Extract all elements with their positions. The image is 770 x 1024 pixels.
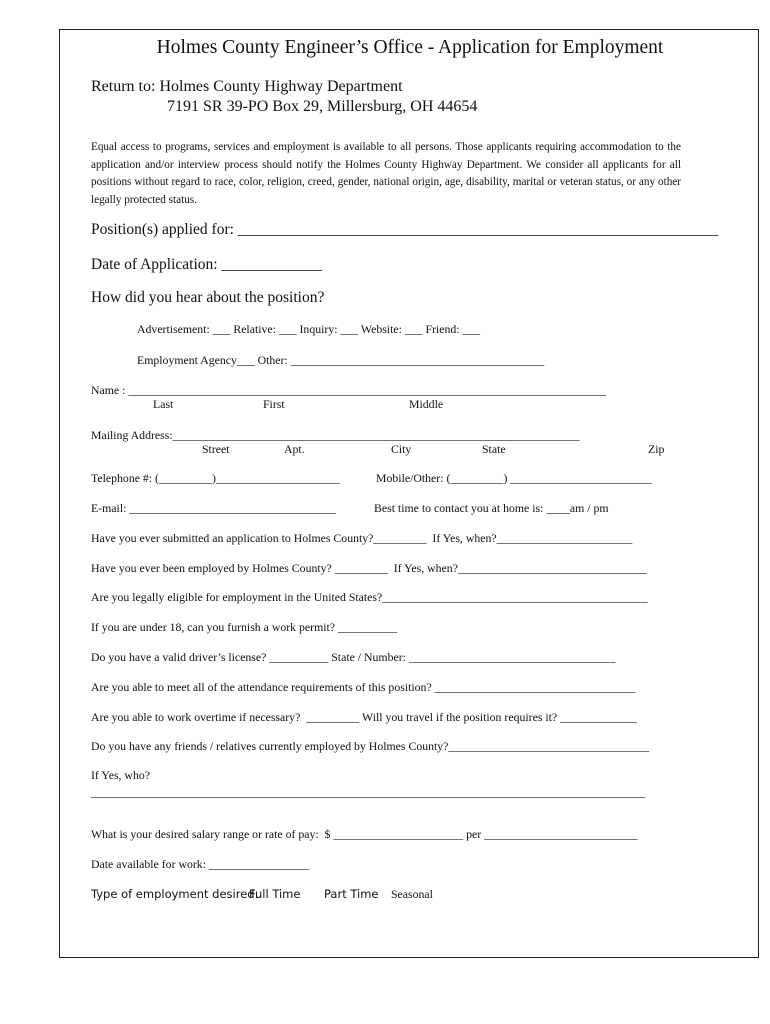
sources-line-1[interactable]: Advertisement: ___ Relative: ___ Inquiry: ___ Website: ___ Friend: ___	[137, 322, 481, 336]
employment-type-label: Type of employment desired:	[91, 887, 259, 901]
email-field[interactable]: E-mail: ___________________________________	[91, 501, 336, 515]
sources-line-2[interactable]: Employment Agency___ Other: ___________________________________________	[137, 353, 545, 367]
mailing-city-label: City	[391, 442, 412, 456]
form-title: Holmes County Engineer’s Office - Application for Employment	[156, 37, 664, 58]
eligible-question[interactable]: Are you legally eligible for employment in the United States?_____________________________________________	[91, 590, 648, 604]
salary-field[interactable]: What is your desired salary range or rate of pay: $ ______________________ per __________________________	[91, 827, 638, 841]
employed-question[interactable]: Have you ever been employed by Holmes County? _________ If Yes, when?________________________________	[91, 561, 647, 575]
return-to-address: 7191 SR 39-PO Box 29, Millersburg, OH 44654	[167, 98, 478, 115]
submitted-application-question[interactable]: Have you ever submitted an application to Holmes County?_________ If Yes, when?_______________________	[91, 531, 633, 545]
if-yes-who-label: If Yes, who?	[91, 768, 150, 782]
name-first-label: First	[263, 397, 285, 411]
mobile-field[interactable]: Mobile/Other: (_________) ________________________	[376, 471, 652, 485]
seasonal-option[interactable]: Seasonal	[391, 887, 433, 901]
best-time-field[interactable]: Best time to contact you at home is: ____am / pm	[374, 501, 609, 515]
overtime-travel-question[interactable]: Are you able to work overtime if necessary? _________ Will you travel if the position requires it? _____________	[91, 710, 637, 724]
date-of-application-field[interactable]: Date of Application: _____________	[91, 256, 323, 273]
mailing-state-label: State	[482, 442, 506, 456]
return-to-line1: Return to: Holmes County Highway Department	[91, 78, 403, 95]
date-available-field[interactable]: Date available for work: _________________	[91, 857, 310, 871]
name-last-label: Last	[153, 397, 174, 411]
mailing-zip-label: Zip	[648, 442, 665, 456]
name-middle-label: Middle	[409, 397, 444, 411]
mailing-address-field[interactable]: Mailing Address:_____________________________________________________________________	[91, 428, 580, 442]
position-applied-field[interactable]: Position(s) applied for: ______________________________________________________________	[91, 221, 719, 238]
relatives-question[interactable]: Do you have any friends / relatives currently employed by Holmes County?__________________________________	[91, 739, 649, 753]
drivers-license-question[interactable]: Do you have a valid driver’s license? __________ State / Number: ___________________________________	[91, 650, 616, 664]
application-form	[59, 29, 759, 958]
how-heard-label: How did you hear about the position?	[91, 289, 325, 306]
name-field[interactable]: Name : _________________________________________________________________________________	[91, 383, 607, 397]
mailing-apt-label: Apt.	[284, 442, 305, 456]
equal-access-notice: Equal access to programs, services and employment is available to all persons. Those applicants requiring accommodation to the application and/or interview process should notify the Holmes County Highway Department. We consider all applicants for all positions without regard to race, color, religion, creed, gender, national origin, age, disability, marital or veteran status, or any other legally protected status.	[91, 141, 681, 206]
mailing-street-label: Street	[202, 442, 230, 456]
part-time-option[interactable]: Part Time	[324, 887, 379, 901]
telephone-field[interactable]: Telephone #: (_________)_____________________	[91, 471, 340, 485]
attendance-question[interactable]: Are you able to meet all of the attendance requirements of this position? __________________________________	[91, 680, 636, 694]
if-yes-who-line[interactable]: ______________________________________________________________________________________________	[91, 785, 646, 799]
full-time-option[interactable]: Full Time	[249, 887, 301, 901]
work-permit-question[interactable]: If you are under 18, can you furnish a work permit? __________	[91, 620, 397, 634]
